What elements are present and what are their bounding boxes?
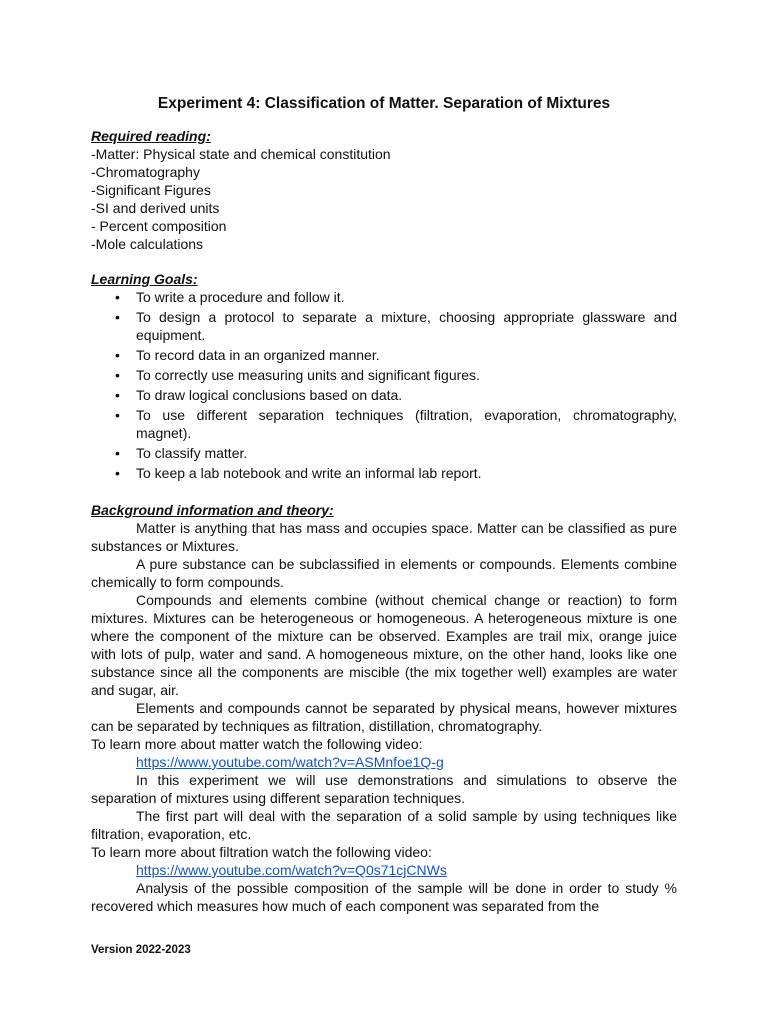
background-paragraph: Analysis of the possible composition of the sample will be done in order to study % recovered which measures how much of each component was separated from the (91, 880, 677, 914)
bullet-icon: • (115, 407, 120, 423)
goal-item (91, 406, 677, 442)
learning-goals-section (91, 270, 677, 482)
reading-item: -Significant Figures (91, 182, 211, 198)
goal-item (91, 386, 677, 404)
goal-item (91, 366, 677, 384)
background-paragraph: A pure substance can be subclassified in elements or compounds. Elements combine chemically to form compounds. (91, 556, 677, 590)
bullet-icon: • (115, 367, 120, 383)
goal-text: To keep a lab notebook and write an informal lab report. (136, 465, 482, 481)
goal-item (91, 464, 677, 482)
background-paragraph: The first part will deal with the separation of a solid sample by using techniques like filtration, evaporation, etc. (91, 808, 677, 842)
required-reading-heading: Required reading: (91, 128, 211, 144)
matter-video-link[interactable]: https://www.youtube.com/watch?v=ASMnfoe1Q-g (136, 754, 444, 770)
goal-text: To use different separation techniques (filtration, evaporation, chromatography, magnet). (136, 407, 677, 441)
bullet-icon: • (115, 465, 120, 481)
goal-text: To design a protocol to separate a mixture, choosing appropriate glassware and equipment. (136, 309, 677, 343)
goal-item (91, 308, 677, 344)
filtration-video-link-line (91, 861, 677, 879)
filtration-video-link[interactable]: https://www.youtube.com/watch?v=Q0s71cjCNWs (136, 862, 447, 878)
filtration-video-intro: To learn more about filtration watch the following video: (91, 844, 432, 860)
version-footer: Version 2022-2023 (91, 944, 191, 956)
reading-item: -Matter: Physical state and chemical constitution (91, 146, 391, 162)
bullet-icon: • (115, 347, 120, 363)
bullet-icon: • (115, 289, 120, 305)
section-gap (91, 484, 677, 501)
learning-goals-heading: Learning Goals: (91, 271, 198, 287)
document-title: Experiment 4: Classification of Matter. Separation of Mixtures (157, 95, 611, 112)
bullet-icon: • (115, 309, 120, 325)
goal-item (91, 288, 677, 306)
reading-item: -Mole calculations (91, 236, 204, 252)
bullet-icon: • (115, 445, 120, 461)
goal-text: To draw logical conclusions based on data. (136, 387, 403, 403)
background-paragraph: Elements and compounds cannot be separated by physical means, however mixtures can be separated by techniques as filtration, distillation, chromatography. (91, 700, 677, 734)
section-gap (91, 253, 677, 270)
document-page (91, 93, 677, 915)
background-heading: Background information and theory: (91, 502, 334, 518)
goal-text: To write a procedure and follow it. (136, 289, 345, 305)
goal-text: To classify matter. (136, 445, 248, 461)
background-section (91, 501, 677, 915)
goal-item (91, 444, 677, 462)
matter-video-intro: To learn more about matter watch the following video: (91, 736, 423, 752)
background-paragraph: In this experiment we will use demonstrations and simulations to observe the separation of mixtures using different separation techniques. (91, 772, 677, 806)
reading-item: -SI and derived units (91, 200, 220, 216)
learning-goals-list (91, 288, 677, 482)
background-paragraph: Compounds and elements combine (without chemical change or reaction) to form mixtures. Mixtures can be heterogeneous or homogeneous. A heterogeneous mixture is one where the component of the mixture can be observed. Examples are trail mix, orange juice with lots of pulp, water and sand. A homogeneous mixture, on the other hand, looks like one substance since all the components are miscible (the mix together well) examples are water and sugar, air. (91, 592, 677, 698)
reading-item: -Chromatography (91, 164, 200, 180)
matter-video-link-line (91, 753, 677, 771)
goal-text: To record data in an organized manner. (136, 347, 380, 363)
goal-text: To correctly use measuring units and significant figures. (136, 367, 480, 383)
required-reading-section (91, 127, 677, 253)
bullet-icon: • (115, 387, 120, 403)
goal-item (91, 346, 677, 364)
background-paragraph: Matter is anything that has mass and occupies space. Matter can be classified as pure substances or Mixtures. (91, 520, 677, 554)
reading-item: - Percent composition (91, 218, 227, 234)
